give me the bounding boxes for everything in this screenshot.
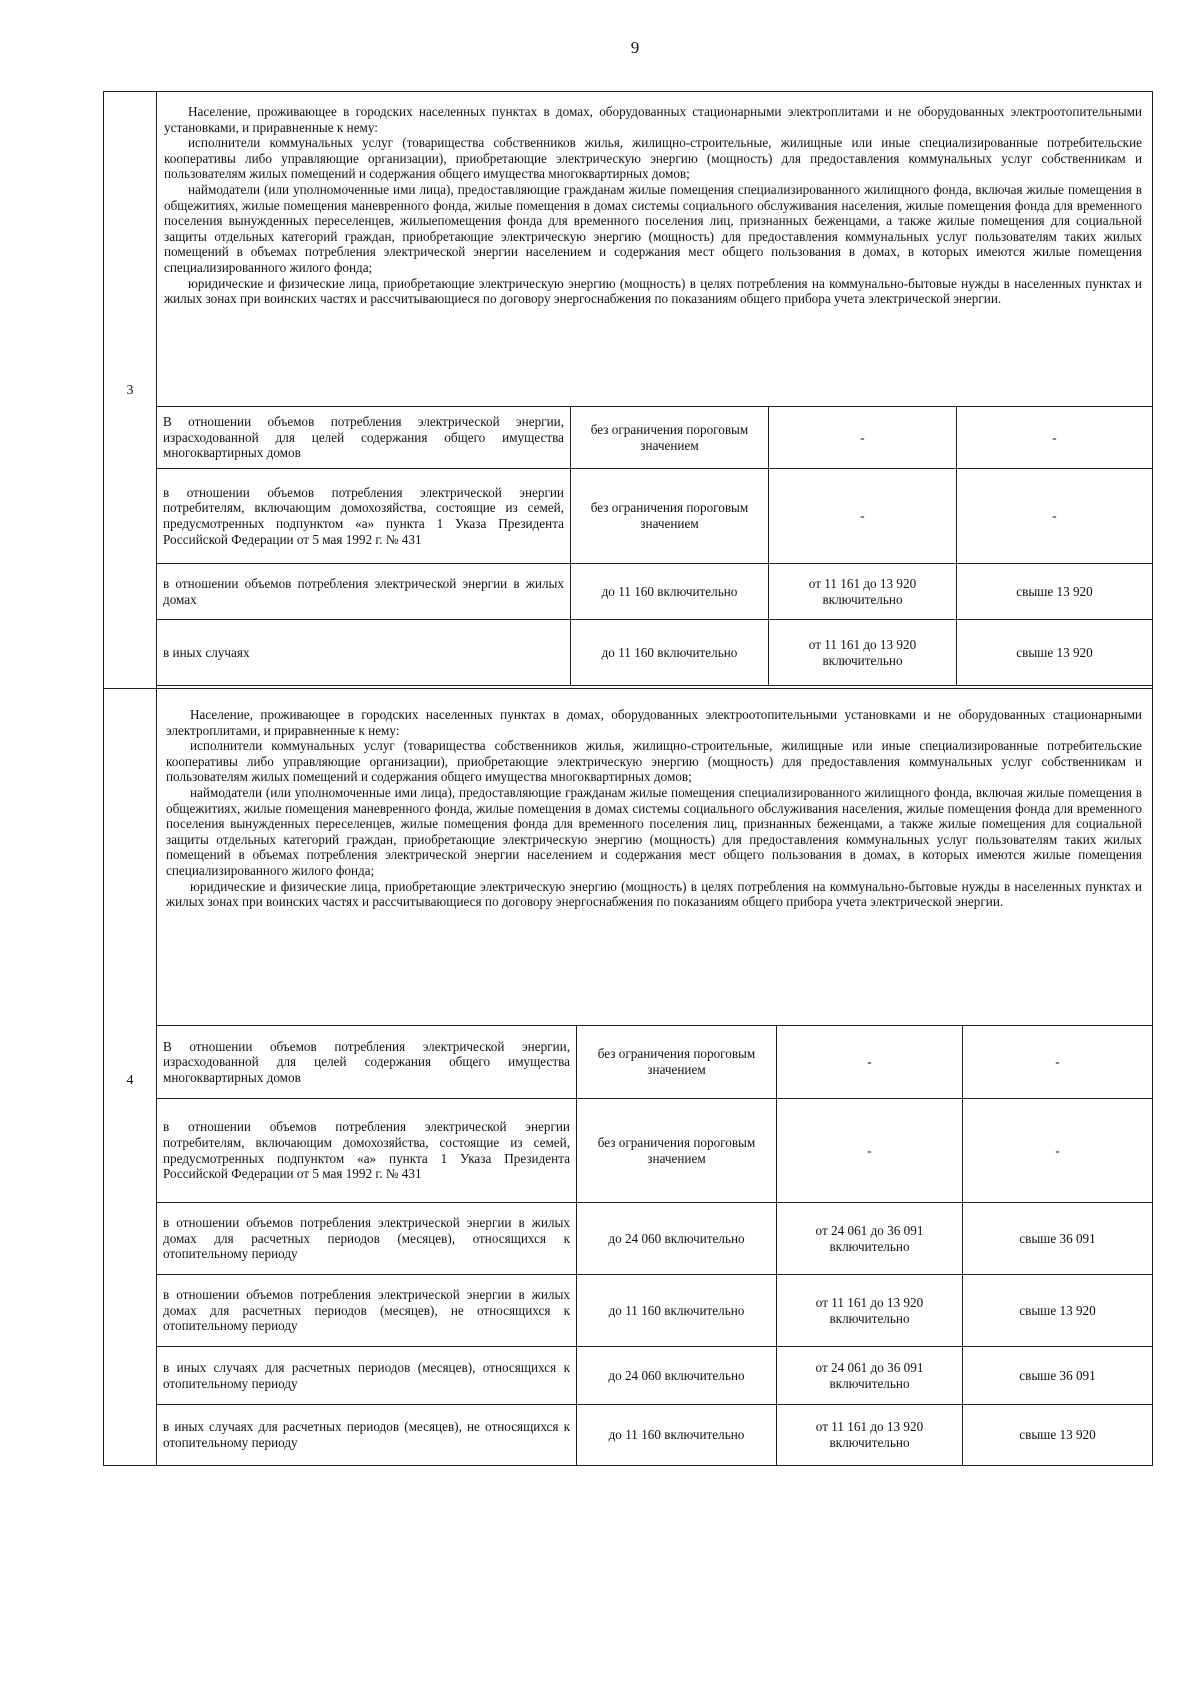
table-row: [157, 407, 1153, 469]
intro-paragraph: Население, проживающее в городских населенных пунктах в домах, оборудованных электроотопительными установками и не оборудованных стационарными электроплитами, и приравненные к нему:: [166, 707, 1142, 738]
threshold-cell-1: до 24 060 включительно: [577, 1203, 777, 1275]
section-3: [103, 91, 1153, 689]
threshold-cell-2: -: [769, 407, 957, 469]
threshold-cell-2: от 11 161 до 13 920 включительно: [777, 1405, 963, 1466]
page-number: 9: [630, 38, 640, 57]
section-description: [166, 707, 1142, 910]
threshold-cell-1: до 24 060 включительно: [577, 1347, 777, 1405]
threshold-cell-1: до 11 160 включительно: [577, 1405, 777, 1466]
intro-paragraph: наймодатели (или уполномоченные ими лица), предоставляющие гражданам жилые помещения специализированного жилищного фонда, включая жилые помещения в общежитиях, жилые помещения маневренного фонда, жилые помещения в домах системы социального обслуживания населения, жилые помещения фонда для временного поселения вынужденных переселенцев, жилыепомещения фонда для временного поселения лиц, признанных беженцами, а также жилые помещения для социальной защиты отдельных категорий граждан, приобретающие электрическую энергию (мощность) для предоставления коммунальных услуг пользователям таких жилых помещений в объемах потребления электрической энергии населением и содержания мест общего пользования в домах, в которых имеются жилые помещения специализированного жилого фонда;: [164, 181, 1142, 275]
row-description: в отношении объемов потребления электрической энергии в жилых домах для расчетных периодов (месяцев), не относящихся к отопительному периоду: [157, 1275, 577, 1347]
section-4: [103, 688, 1153, 1466]
row-description: в отношении объемов потребления электрической энергии в жилых домах: [157, 564, 571, 620]
threshold-cell-1: без ограничения пороговым значением: [577, 1026, 777, 1099]
row-description: в отношении объемов потребления электрической энергии в жилых домах для расчетных периодов (месяцев), относящихся к отопительному периоду: [157, 1203, 577, 1275]
section-number-column: [104, 689, 157, 1465]
threshold-cell-2: -: [777, 1099, 963, 1203]
table-row: [157, 564, 1153, 620]
table-row: [157, 1275, 1153, 1347]
threshold-cell-3: -: [957, 469, 1153, 564]
table-row: [157, 620, 1153, 686]
threshold-cell-1: до 11 160 включительно: [577, 1275, 777, 1347]
intro-paragraph: исполнители коммунальных услуг (товарищества собственников жилья, жилищно-строительные, жилищные или иные специализированные потребительские кооперативы либо управляющие организации), приобретающие электрическую энергию (мощность) для предоставления коммунальных услуг собственникам и пользователям жилых помещений и содержания общего имущества многоквартирных домов;: [164, 135, 1142, 182]
table-row: [157, 1405, 1153, 1466]
row-description: в иных случаях для расчетных периодов (месяцев), не относящихся к отопительному периоду: [157, 1405, 577, 1466]
threshold-cell-1: без ограничения пороговым значением: [571, 407, 769, 469]
intro-paragraph: Население, проживающее в городских населенных пунктах в домах, оборудованных стационарными электроплитами и не оборудованных электроотопительными установками, и приравненные к нему:: [164, 104, 1142, 135]
threshold-cell-1: без ограничения пороговым значением: [571, 469, 769, 564]
threshold-cell-3: свыше 13 920: [963, 1275, 1153, 1347]
threshold-cell-3: свыше 13 920: [963, 1405, 1153, 1466]
table-row: [157, 1347, 1153, 1405]
threshold-cell-2: от 11 161 до 13 920 включительно: [769, 620, 957, 686]
table-row: [157, 1099, 1153, 1203]
threshold-cell-1: без ограничения пороговым значением: [577, 1099, 777, 1203]
section-number: 3: [126, 383, 134, 398]
section-number-column: [104, 92, 157, 688]
section-description: [164, 104, 1142, 307]
intro-paragraph: юридические и физические лица, приобретающие электрическую энергию (мощность) в целях потребления на коммунально-бытовые нужды в населенных пунктах и жилых зонах при воинских частях и рассчитывающиеся по договору энергоснабжения по показаниям общего прибора учета электрической энергии.: [164, 275, 1142, 307]
table-row: [157, 1026, 1153, 1099]
threshold-cell-3: свыше 36 091: [963, 1203, 1153, 1275]
tariff-table: [156, 406, 1153, 686]
tariff-table: [156, 1025, 1153, 1466]
row-description: в иных случаях: [157, 620, 571, 686]
threshold-cell-2: -: [777, 1026, 963, 1099]
intro-paragraph: наймодатели (или уполномоченные ими лица), предоставляющие гражданам жилые помещения специализированного жилищного фонда, включая жилые помещения в общежитиях, жилые помещения маневренного фонда, жилые помещения в домах системы социального обслуживания населения, жилые помещения фонда для временного поселения вынужденных переселенцев, жилые помещения фонда для временного поселения лиц, признанных беженцами, а также жилые помещения для социальной защиты отдельных категорий граждан, приобретающие электрическую энергию (мощность) для предоставления коммунальных услуг пользователям таких жилых помещений в объемах потребления электрической энергии населением и содержания мест общего пользования в домах, в которых имеются жилые помещения специализированного жилого фонда;: [166, 784, 1142, 878]
threshold-cell-3: -: [957, 407, 1153, 469]
threshold-cell-1: до 11 160 включительно: [571, 620, 769, 686]
threshold-cell-3: свыше 13 920: [957, 620, 1153, 686]
intro-paragraph: исполнители коммунальных услуг (товарищества собственников жилья, жилищно-строительные, жилищные или иные специализированные потребительские кооперативы либо управляющие организации), приобретающие электрическую энергию (мощность) для предоставления коммунальных услуг собственникам и пользователям жилых помещений и содержания общего имущества многоквартирных домов;: [166, 738, 1142, 785]
threshold-cell-2: от 24 061 до 36 091 включительно: [777, 1203, 963, 1275]
threshold-cell-2: от 11 161 до 13 920 включительно: [769, 564, 957, 620]
intro-paragraph: юридические и физические лица, приобретающие электрическую энергию (мощность) в целях потребления на коммунально-бытовые нужды в населенных пунктах и жилых зонах при воинских частях и рассчитывающиеся по договору энергоснабжения по показаниям общего прибора учета электрической энергии.: [166, 878, 1142, 910]
threshold-cell-2: от 24 061 до 36 091 включительно: [777, 1347, 963, 1405]
threshold-cell-3: -: [963, 1099, 1153, 1203]
section-number: 4: [126, 1073, 134, 1088]
threshold-cell-1: до 11 160 включительно: [571, 564, 769, 620]
row-description: В отношении объемов потребления электрической энергии, израсходованной для целей содержания общего имущества многоквартирных домов: [157, 1026, 577, 1099]
threshold-cell-3: -: [963, 1026, 1153, 1099]
table-row: [157, 1203, 1153, 1275]
threshold-cell-3: свыше 13 920: [957, 564, 1153, 620]
threshold-cell-3: свыше 36 091: [963, 1347, 1153, 1405]
row-description: в иных случаях для расчетных периодов (месяцев), относящихся к отопительному периоду: [157, 1347, 577, 1405]
threshold-cell-2: -: [769, 469, 957, 564]
table-row: [157, 469, 1153, 564]
row-description: В отношении объемов потребления электрической энергии, израсходованной для целей содержания общего имущества многоквартирных домов: [157, 407, 571, 469]
row-description: в отношении объемов потребления электрической энергии потребителям, включающим домохозяйства, состоящие из семей, предусмотренных подпунктом «а» пункта 1 Указа Президента Российской Федерации от 5 мая 1992 г. № 431: [157, 1099, 577, 1203]
row-description: в отношении объемов потребления электрической энергии потребителям, включающим домохозяйства, состоящие из семей, предусмотренных подпунктом «а» пункта 1 Указа Президента Российской Федерации от 5 мая 1992 г. № 431: [157, 469, 571, 564]
threshold-cell-2: от 11 161 до 13 920 включительно: [777, 1275, 963, 1347]
